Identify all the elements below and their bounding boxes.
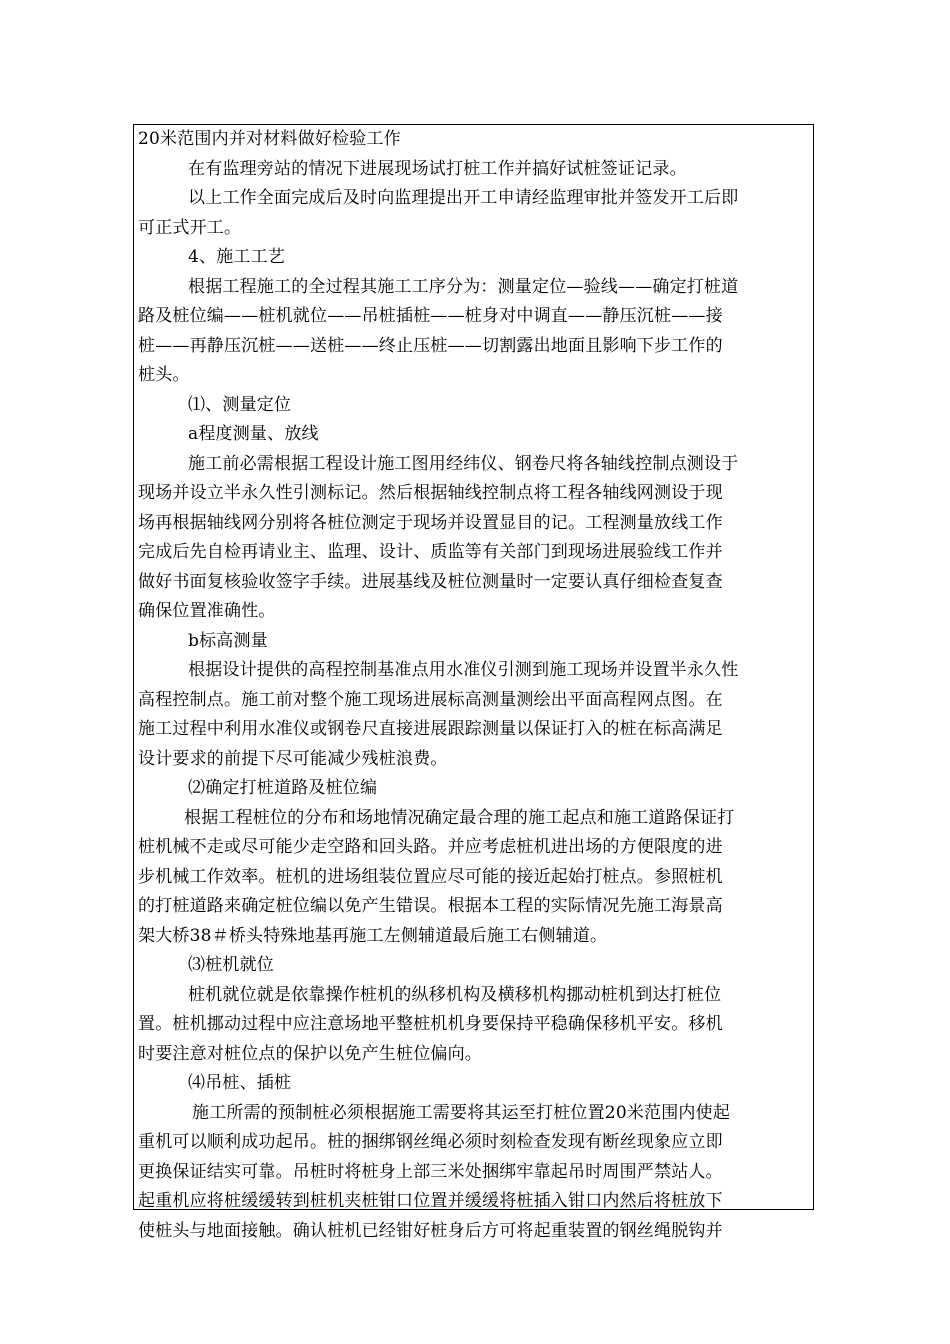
text-line: 的打桩道路来确定桩位编以免产生错误。根据本工程的实际情况先施工海景高 (138, 896, 723, 916)
text-line: 使桩头与地面接触。确认桩机已经钳好桩身后方可将起重装置的钢丝绳脱钩并 (138, 1220, 723, 1241)
text-line: 设计要求的前提下尽可能减少残桩浪费。 (138, 748, 448, 769)
text-line: 现场并设立半永久性引测标记。然后根据轴线控制点将工程各轴线网测设于现 (138, 483, 723, 503)
document-body (138, 125, 809, 1246)
text-line: 架大桥38＃桥头特殊地基再施工左侧辅道最后施工右侧辅道。 (138, 925, 608, 946)
text-line: 完成后先自检再请业主、监理、设计、质监等有关部门到现场进展验线工作并 (138, 542, 723, 562)
text-line: 时要注意对桩位点的保护以免产生桩位偏向。 (138, 1043, 482, 1064)
text-line: 桩——再静压沉桩——送桩——终止压桩——切割露出地面且影响下步工作的 (138, 335, 723, 356)
text-line: 桩机就位就是依靠操作桩机的纵移机构及横移机构挪动桩机到达打桩位 (188, 984, 722, 1005)
text-line: 可正式开工。 (138, 217, 242, 238)
text-line: 施工前必需根据工程设计施工图用经纬仪、钢卷尺将各轴线控制点测设于 (188, 453, 739, 474)
text-line: 根据工程桩位的分布和场地情况确定最合理的施工起点和施工道路保证打 (184, 807, 735, 828)
text-line: 施工所需的预制桩必须根据施工需要将其运至打桩位置20米范围内使起 (192, 1102, 731, 1123)
subsection-heading: ⑴、测量定位 (188, 394, 292, 415)
subsection-heading: a程度测量、放线 (188, 424, 319, 444)
text-line: 以上工作全面完成后及时向监理提出开工申请经监理审批并签发开工后即 (188, 188, 739, 208)
text-line: 20米范围内并对材料做好检验工作 (138, 129, 401, 149)
section-heading: 4、施工工艺 (188, 247, 286, 267)
text-line: 置。桩机挪动过程中应注意场地平整桩机机身要保持平稳确保移机平安。移机 (138, 1014, 723, 1034)
text-line: 步机械工作效率。桩机的进场组装位置应尽可能的接近起始打桩点。参照桩机 (138, 866, 723, 887)
document-frame (133, 124, 814, 1241)
text-line: 根据设计提供的高程控制基准点用水准仪引测到施工现场并设置半永久性 (188, 660, 739, 680)
subsection-heading: ⑶桩机就位 (188, 955, 274, 975)
subsection-heading: ⑵确定打桩道路及桩位编 (188, 778, 378, 798)
text-line: 场再根据轴线网分别将各桩位测定于现场并设置显目的记。工程测量放线工作 (138, 512, 723, 533)
text-line: 根据工程施工的全过程其施工工序分为：测量定位—验线——确定打桩道 (188, 276, 739, 297)
text-line: 路及桩位编——桩机就位——吊桩插桩——桩身对中调直——静压沉桩——接 (138, 306, 723, 326)
text-line: 更换保证结实可靠。吊桩时将桩身上部三米处捆绑牢靠起吊时周围严禁站人。 (138, 1161, 723, 1182)
text-line: 做好书面复核验收签字手续。进展基线及桩位测量时一定要认真仔细检查复查 (138, 571, 723, 592)
text-line: 起重机应将桩缓缓转到桩机夹桩钳口位置并缓缓将桩插入钳口内然后将桩放下 (138, 1191, 723, 1211)
text-line: 重机可以顺利成功起吊。桩的捆绑钢丝绳必须时刻检查发现有断丝现象应立即 (138, 1132, 723, 1152)
text-line: 施工过程中利用水准仪或钢卷尺直接进展跟踪测量以保证打入的桩在标高满足 (138, 719, 723, 739)
text-line: 确保位置准确性。 (138, 601, 276, 621)
subsection-heading: b标高测量 (188, 630, 268, 651)
text-line: 桩机械不走或尽可能少走空路和回头路。并应考虑桩机进出场的方便限度的进 (138, 837, 723, 857)
text-line: 高程控制点。施工前对整个施工现场进展标高测量测绘出平面高程网点图。在 (138, 689, 723, 710)
text-line: 桩头。 (138, 365, 190, 385)
subsection-heading: ⑷吊桩、插桩 (188, 1073, 292, 1093)
text-line: 在有监理旁站的情况下进展现场试打桩工作并搞好试桩签证记录。 (188, 158, 687, 179)
